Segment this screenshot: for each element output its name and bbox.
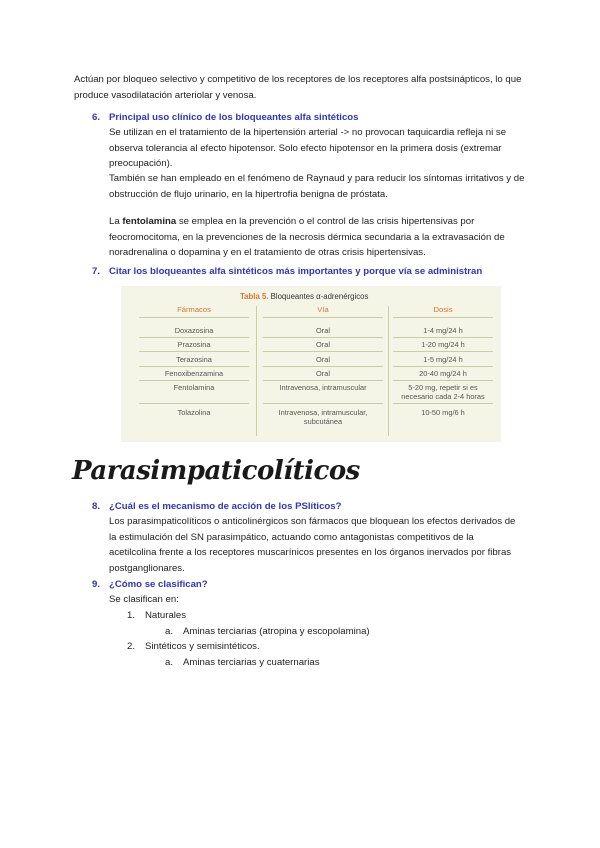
table-header: Dosis bbox=[433, 305, 453, 314]
divider bbox=[139, 403, 249, 404]
table-cell: Fenoxibenzamina bbox=[164, 369, 224, 378]
table-cell: Oral bbox=[316, 369, 330, 378]
divider bbox=[139, 317, 249, 318]
divider bbox=[263, 366, 383, 367]
answer-8: Los parasimpaticolíticos o anticolinérgicos son fármacos que bloquean los efectos derivados de la estimulación del SN parasimpático, actuando como antagonistas competitivos de la acetilcolina frente a los receptores muscarínicos presentes en los órganos inervados por fibras postganglionares. bbox=[109, 516, 516, 574]
divider bbox=[393, 366, 493, 367]
divider bbox=[263, 317, 383, 318]
table-cell: Oral bbox=[316, 340, 330, 349]
list-number: 1. bbox=[127, 610, 136, 621]
sub-list-item bbox=[165, 655, 465, 671]
divider bbox=[139, 351, 249, 352]
question-title: Principal uso clínico de los bloqueantes alfa sintéticos bbox=[109, 112, 359, 123]
table-cell: Fentolamina bbox=[173, 383, 215, 392]
answer-6-paragraph-1: Se utilizan en el tratamiento de la hipertensión arterial -> no provocan taquicardia refleja ni se observa tolerancia al efecto hipotensor. Solo efecto hipotensor en la primera dosis (extremar preocupación). bbox=[109, 127, 507, 170]
list-item bbox=[127, 608, 427, 624]
table-label: Tabla 5. bbox=[240, 292, 269, 301]
answer-6-paragraph-2: También se han empleado en el fenómeno de Raynaud y para reducir los síntomas irritativos y de obstrucción de flujo urinario, en la hipertrofia benigna de próstata. bbox=[109, 173, 525, 200]
sub-list-item bbox=[165, 624, 465, 640]
question-8 bbox=[92, 500, 512, 514]
table-cell: Prazosina bbox=[177, 340, 211, 349]
list-item bbox=[127, 639, 427, 655]
list-number: a. bbox=[165, 626, 174, 637]
answer-6-paragraph-3 bbox=[109, 214, 529, 261]
table-title bbox=[240, 292, 368, 301]
table-cell: 20-40 mg/24 h bbox=[419, 369, 467, 378]
table-cell: Doxazosina bbox=[174, 326, 214, 335]
table-cell: Intravenosa, intramuscular bbox=[279, 383, 367, 392]
table-cell: Oral bbox=[316, 326, 330, 335]
list-label: Aminas terciarias y cuaternarias bbox=[183, 657, 320, 668]
question-number: 9. bbox=[92, 579, 101, 590]
table-cell: 1-20 mg/24 h bbox=[421, 340, 465, 349]
divider bbox=[263, 403, 383, 404]
divider bbox=[256, 306, 257, 436]
list-number: 2. bbox=[127, 641, 136, 652]
list-label: Aminas terciarias (atropina y escopolamina) bbox=[183, 626, 370, 637]
question-number: 7. bbox=[92, 266, 101, 277]
list-label: Sintéticos y semisintéticos. bbox=[145, 641, 260, 652]
table-cell: 1-5 mg/24 h bbox=[423, 355, 463, 364]
divider bbox=[388, 306, 389, 436]
divider bbox=[393, 337, 493, 338]
divider bbox=[393, 351, 493, 352]
bold-term: fentolamina bbox=[122, 216, 177, 227]
divider bbox=[139, 380, 249, 381]
table-cell: 10-50 mg/6 h bbox=[421, 408, 465, 417]
divider bbox=[139, 337, 249, 338]
text-run: se emplea en la prevención o el control de las crisis hipertensivas por feocromocitoma, en la prevenciones de la necrosis dérmica secundaria a la extravasación de noradrenalina o dopamina y en el tratamiento de otras crisis hipertensivas. bbox=[109, 216, 505, 259]
question-7 bbox=[92, 265, 512, 279]
list-label: Naturales bbox=[145, 610, 187, 621]
question-6 bbox=[92, 111, 512, 125]
divider bbox=[393, 403, 493, 404]
list-number: a. bbox=[165, 657, 174, 668]
divider bbox=[263, 337, 383, 338]
table-header: Vía bbox=[317, 305, 329, 314]
section-heading: Parasimpaticolíticos bbox=[72, 456, 360, 486]
table-cell: Tolazolina bbox=[177, 408, 211, 417]
alpha-blockers-table bbox=[121, 286, 501, 442]
question-title: ¿Cómo se clasifican? bbox=[109, 579, 208, 590]
table-cell: Oral bbox=[316, 355, 330, 364]
table-cell: 5-20 mg, repetir si es necesario cada 2-4 horas bbox=[401, 383, 485, 402]
question-title: Citar los bloqueantes alfa sintéticos más importantes y porque vía se administran bbox=[109, 266, 483, 277]
table-cell: Terazosina bbox=[176, 355, 212, 364]
intro-paragraph: Actúan por bloqueo selectivo y competitivo de los receptores de los receptores alfa postsinápticos, lo que produce vasodilatación arteriolar y venosa. bbox=[74, 74, 522, 101]
divider bbox=[139, 366, 249, 367]
divider bbox=[263, 380, 383, 381]
divider bbox=[393, 317, 493, 318]
question-number: 8. bbox=[92, 501, 101, 512]
table-header: Fármacos bbox=[177, 305, 211, 314]
table-caption: Bloqueantes α-adrenérgicos bbox=[270, 292, 369, 301]
table-cell: 1-4 mg/24 h bbox=[423, 326, 463, 335]
divider bbox=[263, 351, 383, 352]
question-title: ¿Cuál es el mecanismo de acción de los PSlíticos? bbox=[109, 501, 342, 512]
divider bbox=[393, 380, 493, 381]
table-cell: Intravenosa, intramuscular, subcutánea bbox=[278, 408, 368, 427]
text-run: La bbox=[109, 216, 123, 227]
answer-9: Se clasifican en: bbox=[109, 594, 179, 605]
question-number: 6. bbox=[92, 112, 101, 123]
question-9 bbox=[92, 578, 512, 592]
